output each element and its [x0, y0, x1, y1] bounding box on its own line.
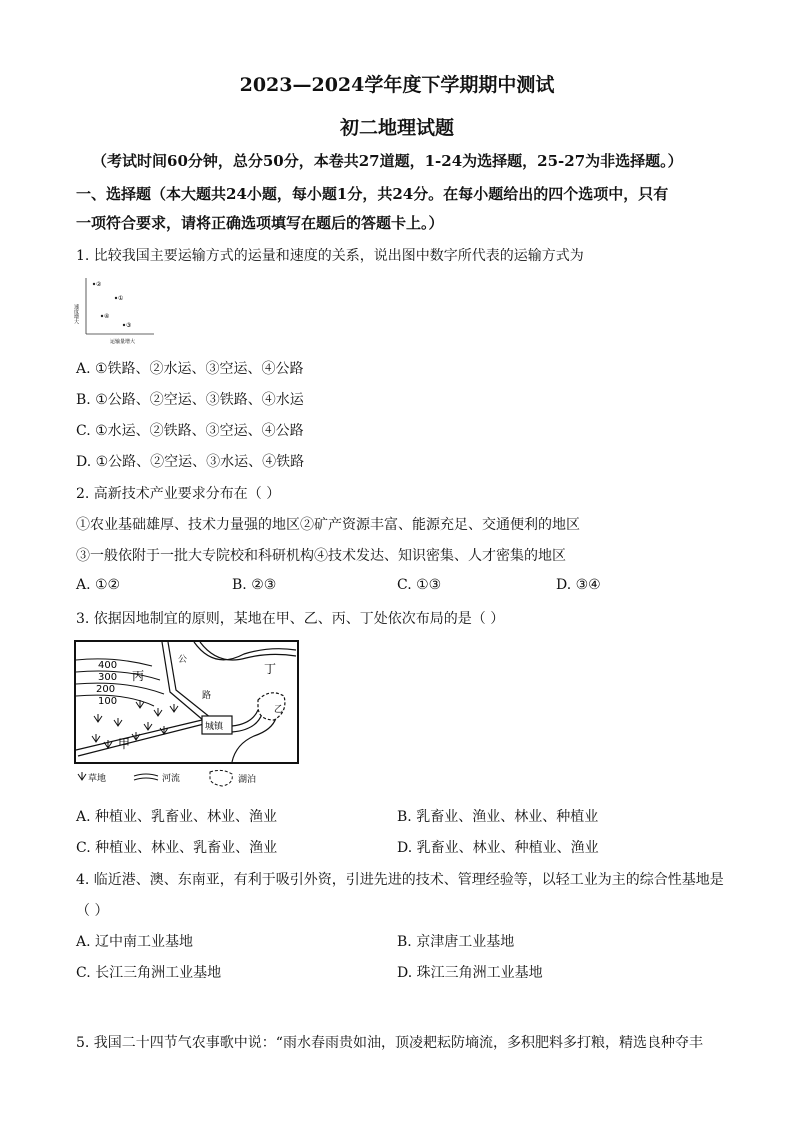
- q1-option-d[interactable]: D. ①公路、②空运、③水运、④铁路: [76, 454, 305, 470]
- q3-option-a[interactable]: A. 种植业、乳畜业、林业、渔业: [76, 809, 278, 825]
- label-ding: 丁: [264, 662, 277, 676]
- q4-answer-blank: （ ）: [76, 903, 109, 919]
- q1-option-a[interactable]: A. ①铁路、②水运、③空运、④公路: [76, 361, 304, 377]
- q1-point: [93, 283, 95, 285]
- q1-option-c[interactable]: C. ①水运、②铁路、③空运、④公路: [76, 423, 304, 439]
- exam-info: （考试时间60分钟，总分50分，本卷共27道题，1-24为选择题，25-27为非选择题。）: [92, 152, 683, 170]
- q2-option-b[interactable]: B. ②③: [232, 577, 277, 593]
- legend-grass-icon: [78, 772, 86, 780]
- exam-subtitle: 初二地理试题: [339, 117, 454, 139]
- legend-grass-label: 草地: [88, 774, 107, 784]
- exam-title: 2023—2024学年度下学期期中测试: [239, 74, 555, 96]
- legend-lake-icon: [210, 770, 232, 786]
- q1-option-b[interactable]: B. ①公路、②空运、③铁路、④水运: [76, 392, 304, 408]
- q3-legend: [78, 770, 256, 786]
- q2-stem: 2. 高新技术产业要求分布在（ ）: [76, 486, 281, 502]
- q3-map: [74, 640, 300, 798]
- q1-chart: [70, 272, 160, 352]
- q1-mark-2: ②: [96, 281, 102, 288]
- section-heading-line2: 一项符合要求，请将正确选项填写在题后的答题卡上。）: [76, 214, 444, 232]
- q4-option-c[interactable]: C. 长江三角洲工业基地: [76, 965, 222, 981]
- q1-mark-4: ④: [104, 313, 110, 320]
- road-label-lu: 路: [202, 691, 212, 701]
- contour-label-200: 200: [96, 684, 116, 695]
- town-label: 城镇: [205, 722, 224, 732]
- q5-stem: 5. 我国二十四节气农事歌中说：“雨水春雨贵如油，顶凌耙耘防墒流，多积肥料多打粮，精选良种夺丰: [76, 1035, 703, 1051]
- q1-mark-1: ①: [118, 295, 124, 302]
- label-bing: 丙: [132, 669, 145, 683]
- q3-option-b[interactable]: B. 乳畜业、渔业、林业、种植业: [397, 809, 599, 825]
- q1-point: [123, 324, 125, 326]
- label-yi: 乙: [274, 705, 284, 715]
- label-jia: 甲: [118, 737, 131, 751]
- q1-chart-x-label: 运输量增大: [110, 339, 136, 345]
- q1-point: [115, 297, 117, 299]
- q2-option-c[interactable]: C. ①③: [397, 577, 442, 593]
- legend-river-icon: [134, 774, 158, 780]
- q2-statement-line1: ①农业基础雄厚、技术力量强的地区②矿产资源丰富、能源充足、交通便利的地区: [76, 517, 580, 533]
- legend-lake-label: 湖泊: [238, 775, 257, 785]
- q4-option-a[interactable]: A. 辽中南工业基地: [76, 934, 194, 950]
- contour-label-300: 300: [98, 672, 118, 683]
- legend-river-label: 河流: [162, 774, 181, 784]
- q4-stem: 4. 临近港、澳、东南亚，有利于吸引外资，引进先进的技术、管理经验等，以轻工业为主的综合性基地是: [76, 872, 724, 888]
- q1-chart-y-label: 速度增大: [73, 304, 79, 324]
- q1-point: [101, 315, 103, 317]
- q3-option-c[interactable]: C. 种植业、林业、乳畜业、渔业: [76, 840, 278, 856]
- q4-option-d[interactable]: D. 珠江三角洲工业基地: [397, 965, 543, 981]
- q2-option-d[interactable]: D. ③④: [556, 577, 601, 593]
- q2-option-a[interactable]: A. ①②: [76, 577, 121, 593]
- q2-statement-line2: ③一般依附于一批大专院校和科研机构④技术发达、知识密集、人才密集的地区: [76, 548, 566, 564]
- q4-option-b[interactable]: B. 京津唐工业基地: [397, 934, 515, 950]
- q1-mark-3: ③: [126, 322, 132, 329]
- contour-label-400: 400: [98, 660, 118, 671]
- q3-stem: 3. 依据因地制宜的原则，某地在甲、乙、丙、丁处依次布局的是（ ）: [76, 611, 505, 627]
- road-label-gong: 公: [178, 655, 188, 665]
- q3-option-d[interactable]: D. 乳畜业、林业、种植业、渔业: [397, 840, 599, 856]
- q1-stem: 1. 比较我国主要运输方式的运量和速度的关系，说出图中数字所代表的运输方式为: [76, 248, 584, 264]
- contour-label-100: 100: [98, 696, 118, 707]
- section-heading-line1: 一、选择题（本大题共24小题，每小题1分，共24分。在每小题给出的四个选项中，只有: [76, 185, 669, 203]
